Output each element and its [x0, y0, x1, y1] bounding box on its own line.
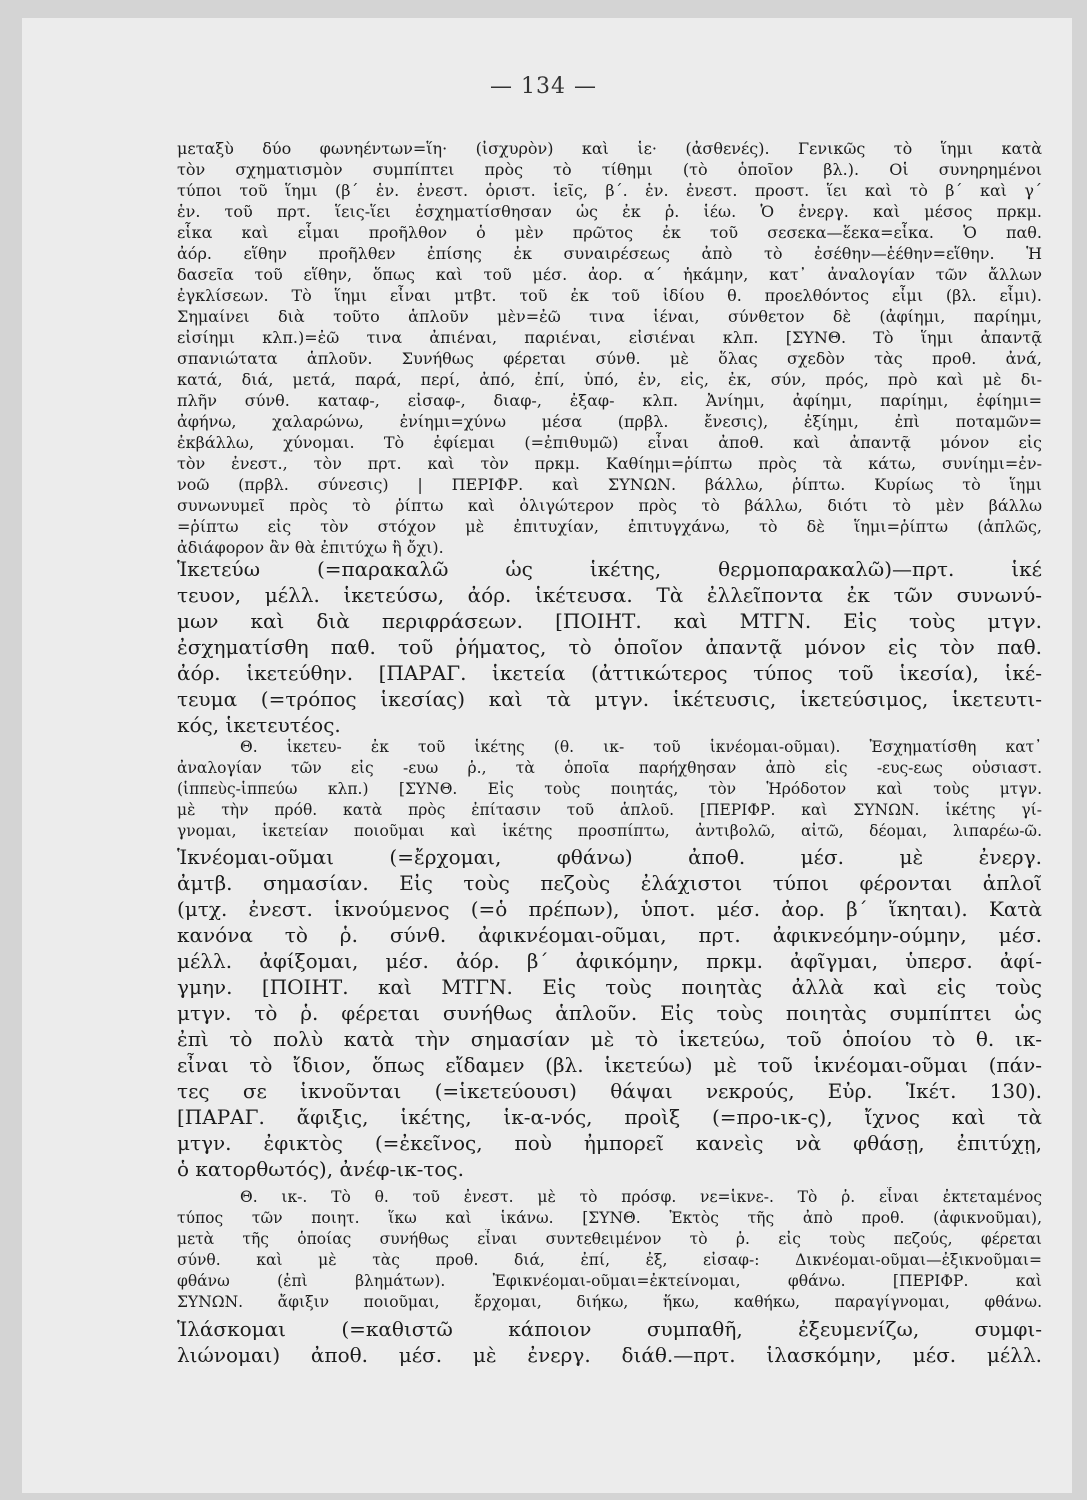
text-line: εἰσίημι κλπ.)=ἐῶ τινα ἀπιέναι, παριέναι, εἰσιέναι κλπ. [ΣΥΝΘ. Τὸ ἵημι ἀπαντᾷ [177, 328, 1042, 347]
text-line: κατά, διά, μετά, παρά, περί, ἀπό, ἐπί, ὑπό, ἐν, εἰς, ἐκ, σύν, πρός, πρὸ καὶ μὲ δι- [177, 370, 1042, 389]
text-line: μων καὶ διὰ περιφράσεων. [ΠΟΙΗΤ. καὶ ΜΤΓΝ. Εἰς τοὺς μτγν. [177, 609, 1042, 633]
text-line: ἀδιάφορον ἂν θὰ ἐπιτύχω ἢ ὄχι). [177, 538, 444, 557]
text-line: ἀόρ. ἱκετεύθην. [ΠΑΡΑΓ. ἱκετεία (ἀττικώτερος τύπος τοῦ ἱκεσία), ἱκέ- [177, 661, 1042, 685]
text-line: ἐπὶ τὸ πολὺ κατὰ τὴν σημασίαν μὲ τὸ ἱκετεύω, τοῦ ὁποίου τὸ θ. ικ- [177, 1027, 1042, 1051]
text-line: τὸν σχηματισμὸν συμπίπτει πρὸς τὸ τίθημι (τὸ ὁποῖον βλ.). Οἱ συνηρημένοι [177, 160, 1042, 179]
text-line: ὁ κατορθωτός), ἀνέφ-ικ-τος. [177, 1157, 464, 1181]
text-line: μτγν. ἐφικτὸς (=ἐκεῖνος, ποὺ ἠμπορεῖ κανεὶς νὰ φθάσῃ, ἐπιτύχῃ, [177, 1131, 1042, 1155]
text-line: εἶναι τὸ ἴδιον, ὅπως εἴδαμεν (βλ. ἱκετεύω) μὲ τοῦ ἱκνέομαι-οῦμαι (πάν- [177, 1053, 1042, 1077]
text-line: ἑν. τοῦ πρτ. ἵεις-ἵει ἐσχηματίσθησαν ὡς ἐκ ῥ. ἱέω. Ὁ ἐνεργ. καὶ μέσος πρκμ. [177, 202, 1042, 221]
note-line: Θ. ικ-. Τὸ θ. τοῦ ἐνεστ. μὲ τὸ πρόσφ. νε=ἱκνε-. Τὸ ῥ. εἶναι ἐκτεταμένος [240, 1188, 1042, 1206]
note-line: μὲ τὴν πρόθ. κατὰ πρὸς ἐπίτασιν τοῦ ἁπλοῦ. [ΠΕΡΙΦΡ. καὶ ΣΥΝΩΝ. ἱκέτης γί- [177, 801, 1042, 819]
text-line: νοῶ (πρβλ. σύνεσις) | ΠΕΡΙΦΡ. καὶ ΣΥΝΩΝ. βάλλω, ῥίπτω. Κυρίως τὸ ἵημι [177, 475, 1042, 494]
text-line: ἐγκλίσεων. Τὸ ἵημι εἶναι μτβτ. τοῦ ἐκ τοῦ ἰδίου θ. προελθόντος εἶμι (βλ. εἶμι). [177, 286, 1042, 305]
text-line: [ΠΑΡΑΓ. ἄφιξις, ἱκέτης, ἱκ-α-νός, προὶξ (=προ-ικ-ς), ἴχνος καὶ τὰ [177, 1105, 1042, 1129]
page-number: — 134 — [490, 74, 597, 99]
text-line: ἐσχηματίσθη παθ. τοῦ ῥήματος, τὸ ὁποῖον ἀπαντᾷ μόνον εἰς τὸν παθ. [177, 635, 1042, 659]
text-line: =ῥίπτω εἰς τὸν στόχον μὲ ἐπιτυχίαν, ἐπιτυγχάνω, τὸ δὲ ἵημι=ῥίπτω (ἁπλῶς, [177, 517, 1042, 536]
text-line: τευον, μέλλ. ἱκετεύσω, ἀόρ. ἱκέτευσα. Τὰ ἐλλεῖποντα ἐκ τῶν συνωνύ- [177, 583, 1042, 607]
note-line: Θ. ἱκετευ- ἐκ τοῦ ἱκέτης (θ. ικ- τοῦ ἱκνέομαι-οῦμαι). Ἐσχηματίσθη κατ᾿ [240, 738, 1042, 756]
text-line: σπανιώτατα ἁπλοῦν. Συνήθως φέρεται σύνθ. μὲ ὅλας σχεδὸν τὰς προθ. ἀνά, [177, 349, 1042, 368]
note-line: τύπος τῶν ποιητ. ἵκω καὶ ἱκάνω. [ΣΥΝΘ. Ἐκτὸς τῆς ἀπὸ προθ. (ἀφικνοῦμαι), [177, 1209, 1042, 1227]
text-line: ἀόρ. εἵθην προῆλθεν ἐπίσης ἐκ συναιρέσεως ἀπὸ τὸ ἐσέθην—ἑέθην=εἵθην. Ἡ [177, 244, 1042, 263]
text-line: (μτχ. ἐνεστ. ἱκνούμενος (=ὁ πρέπων), ὑποτ. μέσ. ἀορ. β΄ ἵκηται). Κατὰ [177, 897, 1042, 921]
note-line: μετὰ τῆς ὁποίας συνήθως εἶναι συντεθειμένον τὸ ῥ. εἰς τοὺς πεζούς, φέρεται [177, 1230, 1042, 1248]
text-line: πλῆν σύνθ. καταφ-, εἰσαφ-, διαφ-, ἐξαφ- κλπ. Ἀνίημι, ἀφίημι, παρίημι, ἐφίημι= [177, 391, 1042, 410]
text-line: κός, ἱκετευτέος. [177, 713, 341, 737]
text-line: τύποι τοῦ ἵημι (β΄ ἑν. ἐνεστ. ὁριστ. ἱεῖς, β΄. ἑν. ἐνεστ. προστ. ἵει καὶ τὸ β΄ καὶ γ΄ [177, 181, 1042, 200]
note-line: ΣΥΝΩΝ. ἄφιξιν ποιοῦμαι, ἔρχομαι, διήκω, ἥκω, καθήκω, παραγίγνομαι, φθάνω. [177, 1293, 1042, 1311]
text-line: εἷκα καὶ εἷμαι προῆλθον ὁ μὲν πρῶτος ἐκ τοῦ σεσεκα—ἕεκα=εἷκα. Ὁ παθ. [177, 223, 1042, 242]
text-line: συνωνυμεῖ πρὸς τὸ ῥίπτω καὶ ὀλιγώτερον πρὸς τὸ βάλλω, διότι τὸ μὲν βάλλω [177, 496, 1042, 515]
text-line: γμην. [ΠΟΙΗΤ. καὶ ΜΤΓΝ. Εἰς τοὺς ποιητὰς ἀλλὰ καὶ εἰς τοὺς [177, 975, 1042, 999]
text-line: λιώνομαι) ἀποθ. μέσ. μὲ ἐνεργ. διάθ.—πρτ. ἱλασκόμην, μέσ. μέλλ. [177, 1343, 1042, 1367]
note-line: σύνθ. καὶ μὲ τὰς προθ. διά, ἐπί, ἐξ, εἰσαφ-: Δικνέομαι-οῦμαι—ἐξικνοῦμαι= [177, 1251, 1042, 1269]
text-line: ἀμτβ. σημασίαν. Εἰς τοὺς πεζοὺς ἐλάχιστοι τύποι φέρονται ἁπλοῖ [177, 871, 1042, 895]
text-line: τες σε ἱκνοῦνται (=ἱκετεύουσι) θάψαι νεκρούς, Εὐρ. Ἱκέτ. 130). [177, 1079, 1042, 1103]
note-line: γνομαι, ἱκετείαν ποιοῦμαι καὶ ἱκέτης προσπίπτω, ἀντιβολῶ, αἰτῶ, δέομαι, λιπαρέω-ῶ. [177, 822, 1042, 840]
note-line: φθάνω (ἐπὶ βλημάτων). Ἐφικνέομαι-οῦμαι=ἐκτείνομαι, φθάνω. [ΠΕΡΙΦΡ. καὶ [177, 1272, 1042, 1290]
entry-heading-line: Ἱλάσκομαι (=καθιστῶ κάποιον συμπαθῆ, ἐξευμενίζω, συμφι- [177, 1317, 1042, 1341]
entry-heading-line: Ἱκετεύω (=παρακαλῶ ὡς ἱκέτης, θερμοπαρακαλῶ)—πρτ. ἱκέ [177, 557, 1042, 581]
text-line: μεταξὺ δύο φωνηέντων=ἵη· (ἰσχυρὸν) καὶ ἱε· (ἀσθενές). Γενικῶς τὸ ἵημι κατὰ [177, 139, 1042, 158]
text-line: τευμα (=τρόπος ἱκεσίας) καὶ τὰ μτγν. ἱκέτευσις, ἱκετεύσιμος, ἱκετευτι- [177, 687, 1042, 711]
note-line: ἀναλογίαν τῶν εἰς -ευω ῥ., τὰ ὁποῖα παρήχθησαν ἀπὸ εἰς -ευς-εως οὐσιαστ. [177, 759, 1042, 777]
text-line: Σημαίνει διὰ τοῦτο ἁπλοῦν μὲν=ἐῶ τινα ἱέναι, σύνθετον δὲ (ἀφίημι, παρίημι, [177, 307, 1042, 326]
note-line: (ἱππεὺς-ἱππεύω κλπ.) [ΣΥΝΘ. Εἰς τοὺς ποιητάς, τὸν Ἡρόδοτον καὶ τοὺς μτγν. [177, 780, 1042, 798]
text-line: ἀφήνω, χαλαρώνω, ἐνίημι=χύνω μέσα (πρβλ. ἔνεσις), ἐξίημι, ἐπὶ ποταμῶν= [177, 412, 1042, 431]
text-line: κανόνα τὸ ῥ. σύνθ. ἀφικνέομαι-οῦμαι, πρτ. ἀφικνεόμην-ούμην, μέσ. [177, 923, 1042, 947]
text-line: ἐκβάλλω, χύνομαι. Τὸ ἐφίεμαι (=ἐπιθυμῶ) εἶναι ἀποθ. καὶ ἀπαντᾷ μόνον εἰς [177, 433, 1042, 452]
text-line: μτγν. τὸ ῥ. φέρεται συνήθως ἁπλοῦν. Εἰς τοὺς ποιητὰς συμπίπτει ὡς [177, 1001, 1042, 1025]
text-line: μέλλ. ἀφίξομαι, μέσ. ἀόρ. β΄ ἀφικόμην, πρκμ. ἀφῖγμαι, ὑπερσ. ἀφί- [177, 949, 1042, 973]
entry-heading-line: Ἱκνέομαι-οῦμαι (=ἔρχομαι, φθάνω) ἀποθ. μέσ. μὲ ἐνεργ. [177, 845, 1042, 869]
text-line: δασεῖα τοῦ εἵθην, ὅπως καὶ τοῦ μέσ. ἀορ. α΄ ἡκάμην, κατ᾿ ἀναλογίαν τῶν ἄλλων [177, 265, 1042, 284]
text-line: τὸν ἐνεστ., τὸν πρτ. καὶ τὸν πρκμ. Καθίημι=ῥίπτω πρὸς τὰ κάτω, συνίημι=ἐν- [177, 454, 1042, 473]
